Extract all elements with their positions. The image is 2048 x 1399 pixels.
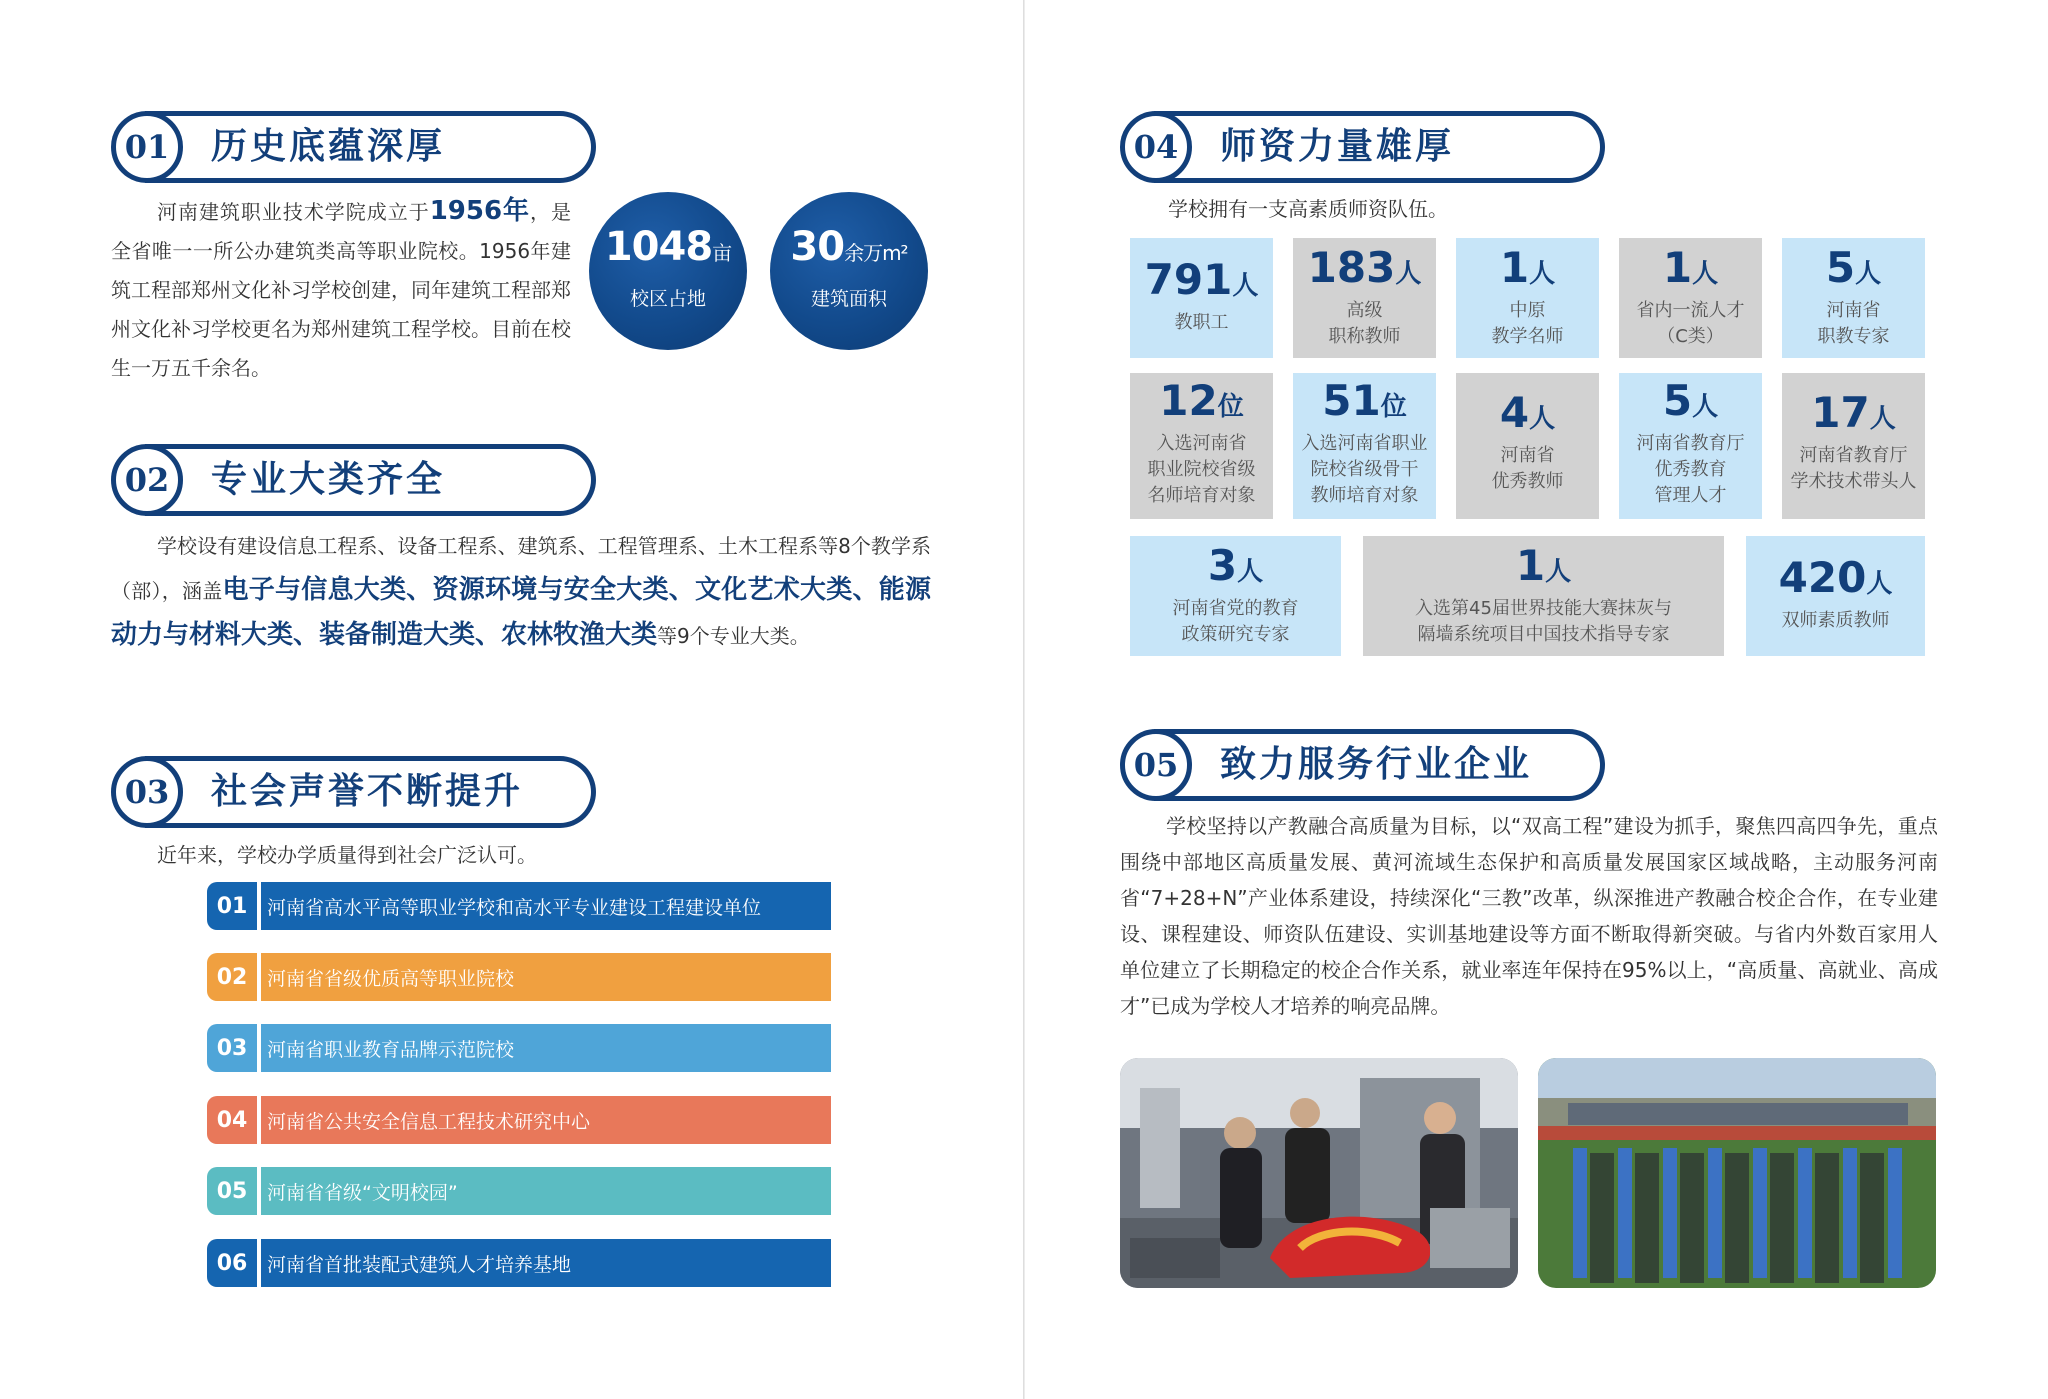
item-text: 河南省公共安全信息工程技术研究中心	[261, 1096, 831, 1144]
stat-desc: 河南省教育厅 学术技术带头人	[1790, 445, 1917, 492]
faculty-stat-box: 5人 河南省 职教专家	[1782, 238, 1925, 358]
item-text: 河南省高水平高等职业学校和高水平专业建设工程建设单位	[261, 882, 831, 930]
faculty-stat-box: 4人 河南省 优秀教师	[1456, 373, 1599, 519]
job-fair-illustration	[1538, 1058, 1936, 1288]
faculty-intro: 学校拥有一支高素质师资队伍。	[1168, 197, 1448, 221]
faculty-stat-box: 17人 河南省教育厅 学术技术带头人	[1782, 373, 1925, 519]
faculty-stat-box: 12位 入选河南省 职业院校省级 名师培育对象	[1130, 373, 1273, 519]
faculty-stat-box: 420人 双师素质教师	[1746, 536, 1925, 656]
circle-label: 校区占地	[629, 288, 706, 310]
list-item	[207, 953, 831, 1001]
history-intro: 河南建筑职业技术学院成立于	[157, 200, 430, 224]
stat-desc: 河南省 职教专家	[1817, 300, 1890, 347]
job-fair-photo	[1538, 1058, 1936, 1288]
section-number: 02	[111, 444, 183, 516]
item-number: 04	[207, 1096, 257, 1144]
industry-paragraph: 学校坚持以产教融合高质量为目标，以“双高工程”建设为抓手，聚焦四高四争先，重点围绕中部地区高质量发展、黄河流域生态保护和高质量发展国家区域战略，主动服务河南省“7+28+N”产业体系建设，持续深化“三教”改革，纵深推进产教融合校企合作，在专业建设、课程建设、师资队伍建设、实训基地建设等方面不断取得新突破。与省内外数百家用人单位建立了长期稳定的校企合作关系，就业率连年保持在95%以上，“高质量、高就业、高成才”已成为学校人才培养的响亮品牌。	[1120, 814, 1938, 1018]
circle-label: 建筑面积	[810, 288, 887, 310]
faculty-stat-box: 3人 河南省党的教育 政策研究专家	[1130, 536, 1341, 656]
section-01-heading	[111, 111, 596, 183]
section-number: 04	[1120, 111, 1192, 183]
lab-visit-illustration	[1120, 1058, 1518, 1288]
faculty-stat-box: 5人 河南省教育厅 优秀教育 管理人才	[1619, 373, 1762, 519]
majors-intro: 学校设有建设信息工程系、设备工程系、建筑系、工程管理系、土木工程系等8个教学系（部），涵盖	[111, 534, 931, 603]
campus-area-circle	[589, 192, 747, 350]
faculty-stat-box: 791人 教职工	[1130, 238, 1273, 358]
stat-desc: 高级 职称教师	[1328, 300, 1401, 347]
stat-desc: 河南省党的教育 政策研究专家	[1172, 598, 1299, 645]
item-number: 05	[207, 1167, 257, 1215]
circle-value: 30余万m²	[790, 224, 908, 270]
stat-desc: 河南省教育厅 优秀教育 管理人才	[1636, 433, 1745, 506]
section-title: 社会声誉不断提升	[211, 771, 524, 812]
stat-desc: 河南省 优秀教师	[1491, 445, 1564, 492]
section-number: 01	[111, 111, 183, 183]
page-fold	[1023, 0, 1025, 1399]
item-number: 06	[207, 1239, 257, 1287]
item-text: 河南省职业教育品牌示范院校	[261, 1024, 831, 1072]
list-item	[207, 1167, 831, 1215]
majors-highlight: 电子与信息大类、资源环境与安全大类、文化艺术大类、能源动力与材料大类、装备制造大类、农林牧渔大类	[111, 575, 931, 650]
section-number: 03	[111, 756, 183, 828]
lab-visit-photo	[1120, 1058, 1518, 1288]
majors-end: 等9个专业大类。	[657, 624, 810, 648]
item-number: 01	[207, 882, 257, 930]
section-title: 历史底蕴深厚	[211, 126, 446, 167]
building-area-circle	[770, 192, 928, 350]
list-item	[207, 882, 831, 930]
stat-desc: 入选第45届世界技能大赛抹灰与 隔墙系统项目中国技术指导专家	[1415, 598, 1672, 645]
founding-year: 1956年	[429, 196, 531, 226]
section-title: 师资力量雄厚	[1220, 126, 1455, 167]
faculty-stat-box: 183人 高级 职称教师	[1293, 238, 1436, 358]
stat-desc: 入选河南省职业 院校省级骨干 教师培育对象	[1301, 433, 1428, 506]
list-item	[207, 1096, 831, 1144]
stat-desc: 入选河南省 职业院校省级 名师培育对象	[1147, 433, 1256, 506]
section-03-heading	[111, 756, 596, 828]
history-paragraph	[111, 192, 571, 388]
section-02-heading	[111, 444, 596, 516]
reputation-intro: 近年来，学校办学质量得到社会广泛认可。	[157, 843, 537, 867]
stat-desc: 教职工	[1174, 312, 1229, 333]
item-text: 河南省首批装配式建筑人才培养基地	[261, 1239, 831, 1287]
item-text: 河南省省级优质高等职业院校	[261, 953, 831, 1001]
item-number: 03	[207, 1024, 257, 1072]
faculty-stat-box: 51位 入选河南省职业 院校省级骨干 教师培育对象	[1293, 373, 1436, 519]
list-item	[207, 1024, 831, 1072]
item-text: 河南省省级“文明校园”	[261, 1167, 831, 1215]
stat-desc: 中原 教学名师	[1491, 300, 1564, 347]
section-05-heading	[1120, 729, 1605, 801]
faculty-stat-box: 1人 入选第45届世界技能大赛抹灰与 隔墙系统项目中国技术指导专家	[1363, 536, 1724, 656]
section-title: 专业大类齐全	[211, 459, 446, 500]
faculty-stat-box: 1人 省内一流人才 （C类）	[1619, 238, 1762, 358]
section-title: 致力服务行业企业	[1220, 744, 1533, 785]
item-number: 02	[207, 953, 257, 1001]
history-comma: ，	[530, 200, 552, 224]
majors-paragraph	[111, 524, 931, 658]
circle-value: 1048亩	[604, 224, 732, 270]
stat-desc: 省内一流人才 （C类）	[1636, 300, 1745, 347]
history-rest: 是全省唯一一所公办建筑类高等职业院校。1956年建筑工程部郑州文化补习学校创建，同年建筑工程部郑州文化补习学校更名为郑州建筑工程学校。目前在校生一万五千余名。	[111, 200, 572, 380]
section-number: 05	[1120, 729, 1192, 801]
list-item	[207, 1239, 831, 1287]
faculty-stat-box: 1人 中原 教学名师	[1456, 238, 1599, 358]
stat-desc: 双师素质教师	[1781, 610, 1890, 631]
section-04-heading	[1120, 111, 1605, 183]
